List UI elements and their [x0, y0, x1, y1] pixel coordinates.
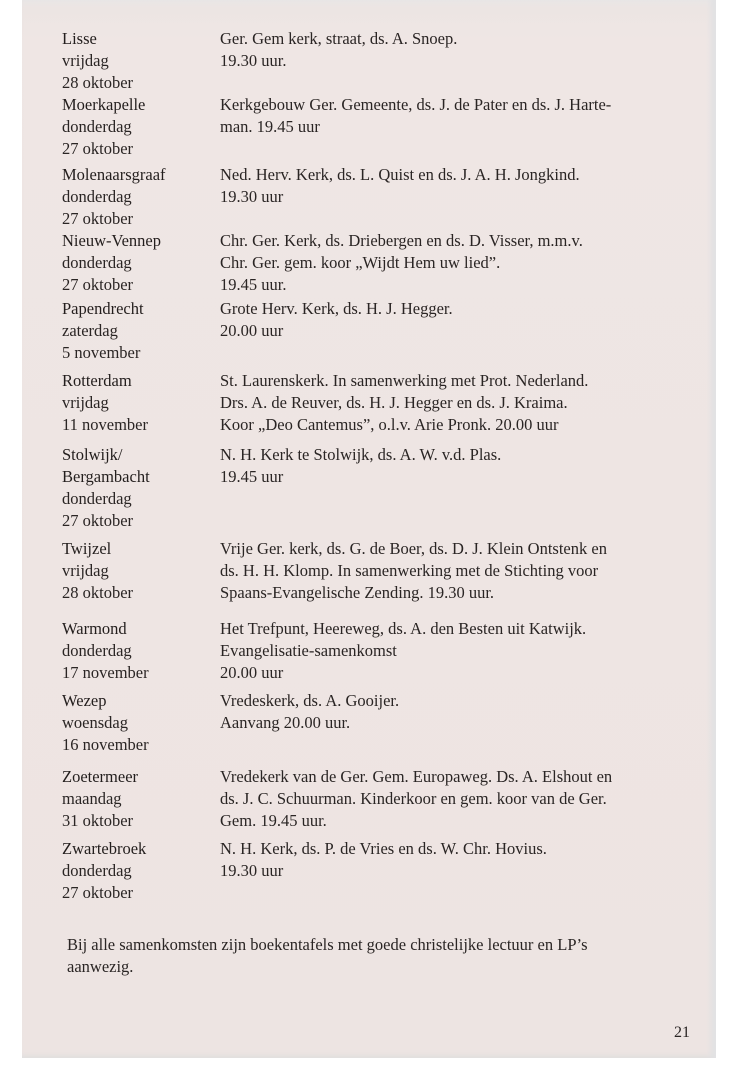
event-when-where [62, 766, 222, 832]
event-when-where [62, 838, 222, 904]
event-date: 27 oktober [62, 209, 134, 228]
event-details [220, 28, 710, 72]
event-detail-line: Het Trefpunt, Heereweg, ds. A. den Besten uit Katwijk. [220, 619, 587, 638]
event-date: 28 oktober [62, 73, 134, 92]
event-detail-line: Spaans-Evangelische Zending. 19.30 uur. [220, 583, 495, 602]
event-when-where [62, 538, 222, 604]
event-place: Molenaarsgraaf [62, 165, 166, 184]
event-details [220, 444, 710, 488]
event-day: vrijdag [62, 561, 109, 580]
event-details [220, 230, 710, 296]
event-when-where [62, 28, 222, 94]
event-place: Twijzel [62, 539, 112, 558]
event-detail-line: Ger. Gem kerk, straat, ds. A. Snoep. [220, 29, 458, 48]
event-day: vrijdag [62, 51, 109, 70]
event-detail-line: St. Laurenskerk. In samenwerking met Prot. Nederland. [220, 371, 589, 390]
event-place: Zoetermeer [62, 767, 139, 786]
event-day: zaterdag [62, 321, 118, 340]
event-when-where [62, 164, 222, 230]
event-detail-line: 19.30 uur. [220, 51, 287, 70]
event-detail-line: 19.45 uur. [220, 275, 287, 294]
event-detail-line: 20.00 uur [220, 321, 284, 340]
event-detail-line: Koor „Deo Cantemus”, o.l.v. Arie Pronk. 20.00 uur [220, 415, 559, 434]
event-details [220, 298, 710, 342]
event-place: Lisse [62, 29, 97, 48]
event-detail-line: Chr. Ger. gem. koor „Wijdt Hem uw lied”. [220, 253, 501, 272]
event-detail-line: 19.30 uur [220, 861, 284, 880]
event-details [220, 838, 710, 882]
event-when-where [62, 370, 222, 436]
event-detail-line: N. H. Kerk, ds. P. de Vries en ds. W. Chr. Hovius. [220, 839, 547, 858]
event-detail-line: Aanvang 20.00 uur. [220, 713, 351, 732]
event-date: 28 oktober [62, 583, 134, 602]
event-date: 27 oktober [62, 511, 134, 530]
event-detail-line: 19.45 uur [220, 467, 284, 486]
event-date: 27 oktober [62, 275, 134, 294]
event-day: donderdag [62, 253, 132, 272]
event-when-where [62, 94, 222, 160]
event-place: Rotterdam [62, 371, 132, 390]
event-day: donderdag [62, 117, 132, 136]
event-when-where [62, 690, 222, 756]
event-details [220, 538, 710, 604]
event-detail-line: Evangelisatie-samenkomst [220, 641, 397, 660]
event-date: 27 oktober [62, 883, 134, 902]
footnote-line: aanwezig. [67, 957, 134, 976]
event-date: 31 oktober [62, 811, 134, 830]
event-detail-line: Gem. 19.45 uur. [220, 811, 327, 830]
event-when-where [62, 230, 222, 296]
event-date: 17 november [62, 663, 149, 682]
event-when-where [62, 618, 222, 684]
event-detail-line: Kerkgebouw Ger. Gemeente, ds. J. de Pater en ds. J. Harte- [220, 95, 612, 114]
document-page [22, 0, 716, 1058]
event-day: maandag [62, 789, 122, 808]
event-detail-line: Grote Herv. Kerk, ds. H. J. Hegger. [220, 299, 453, 318]
event-date: 11 november [62, 415, 148, 434]
event-detail-line: Vredekerk van de Ger. Gem. Europaweg. Ds. A. Elshout en [220, 767, 613, 786]
event-details [220, 370, 710, 436]
event-detail-line: Chr. Ger. Kerk, ds. Driebergen en ds. D. Visser, m.m.v. [220, 231, 583, 250]
event-detail-line: Vredeskerk, ds. A. Gooijer. [220, 691, 400, 710]
event-details [220, 766, 710, 832]
event-day: donderdag [62, 489, 132, 508]
event-when-where [62, 444, 222, 532]
footnote [67, 934, 707, 978]
event-place: Papendrecht [62, 299, 144, 318]
event-place: Stolwijk/ [62, 445, 123, 464]
event-detail-line: Ned. Herv. Kerk, ds. L. Quist en ds. J. A. H. Jongkind. [220, 165, 580, 184]
event-place: Nieuw-Vennep [62, 231, 161, 250]
event-detail-line: ds. J. C. Schuurman. Kinderkoor en gem. koor van de Ger. [220, 789, 607, 808]
event-place: Zwartebroek [62, 839, 147, 858]
event-details [220, 94, 710, 138]
event-place: Wezep [62, 691, 107, 710]
event-detail-line: Vrije Ger. kerk, ds. G. de Boer, ds. D. J. Klein Ontstenk en [220, 539, 607, 558]
event-detail-line: 19.30 uur [220, 187, 284, 206]
event-detail-line: Drs. A. de Reuver, ds. H. J. Hegger en ds. J. Kraima. [220, 393, 568, 412]
event-detail-line: man. 19.45 uur [220, 117, 320, 136]
event-detail-line: N. H. Kerk te Stolwijk, ds. A. W. v.d. Plas. [220, 445, 502, 464]
event-details [220, 164, 710, 208]
event-day: vrijdag [62, 393, 109, 412]
event-date: 16 november [62, 735, 149, 754]
event-day: donderdag [62, 861, 132, 880]
event-place: Bergambacht [62, 467, 150, 486]
page-number: 21 [674, 1024, 690, 1041]
event-day: donderdag [62, 641, 132, 660]
event-details [220, 690, 710, 734]
event-detail-line: ds. H. H. Klomp. In samenwerking met de Stichting voor [220, 561, 599, 580]
event-place: Moerkapelle [62, 95, 146, 114]
event-day: donderdag [62, 187, 132, 206]
event-date: 5 november [62, 343, 141, 362]
event-details [220, 618, 710, 684]
event-when-where [62, 298, 222, 364]
event-detail-line: 20.00 uur [220, 663, 284, 682]
event-day: woensdag [62, 713, 128, 732]
event-place: Warmond [62, 619, 127, 638]
footnote-line: Bij alle samenkomsten zijn boekentafels met goede christelijke lectuur en LP’s [67, 935, 588, 954]
event-date: 27 oktober [62, 139, 134, 158]
